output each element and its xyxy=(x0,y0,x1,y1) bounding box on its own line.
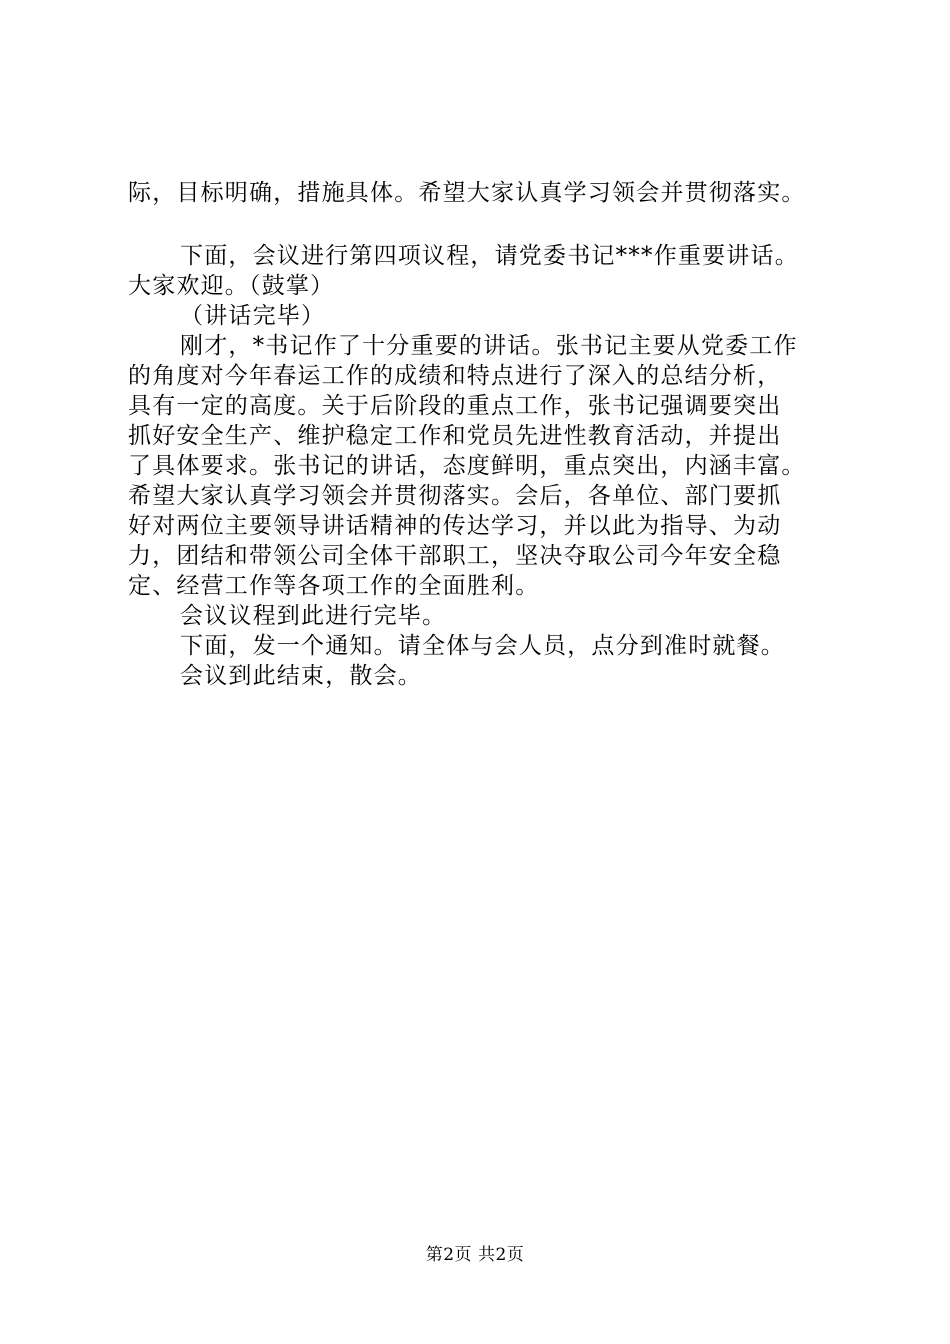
paragraph-speech-finished: （讲话完毕） xyxy=(180,303,326,329)
paragraph-agenda-item-four-line-2: 大家欢迎。（鼓掌） xyxy=(128,273,335,299)
paragraph-summary-line-4: 抓好安全生产、维护稳定工作和党员先进性教育活动，并提出 xyxy=(128,423,782,449)
paragraph-summary-line-7: 好对两位主要领导讲话精神的传达学习，并以此为指导、为动 xyxy=(128,513,782,539)
paragraph-summary-line-3: 具有一定的高度。关于后阶段的重点工作，张书记强调要突出 xyxy=(128,393,782,419)
paragraph-summary-line-2: 的角度对今年春运工作的成绩和特点进行了深入的总结分析， xyxy=(128,363,782,389)
paragraph-agenda-item-four-line-1: 下面，会议进行第四项议程，请党委书记***作重要讲话。 xyxy=(180,243,799,269)
paragraph-summary-line-6: 希望大家认真学习领会并贯彻落实。会后，各单位、部门要抓 xyxy=(128,483,782,509)
paragraph-agenda-complete: 会议议程到此进行完毕。 xyxy=(180,603,447,629)
page-number-footer: 第2页 共2页 xyxy=(425,1245,525,1265)
paragraph-summary-line-9: 定、经营工作等各项工作的全面胜利。 xyxy=(128,573,540,599)
paragraph-summary-line-5: 了具体要求。张书记的讲话，态度鲜明，重点突出，内涵丰富。 xyxy=(128,453,806,479)
paragraph-summary-line-8: 力，团结和带领公司全体干部职工，坚决夺取公司今年安全稳 xyxy=(128,543,782,569)
paragraph-summary-line-1: 刚才，*书记作了十分重要的讲话。张书记主要从党委工作 xyxy=(180,333,798,359)
text-line-continuation: 际，目标明确，措施具体。希望大家认真学习领会并贯彻落实。 xyxy=(128,180,806,206)
paragraph-meeting-end: 会议到此结束，散会。 xyxy=(180,663,422,689)
paragraph-notice: 下面，发一个通知。请全体与会人员，点分到准时就餐。 xyxy=(180,633,785,659)
